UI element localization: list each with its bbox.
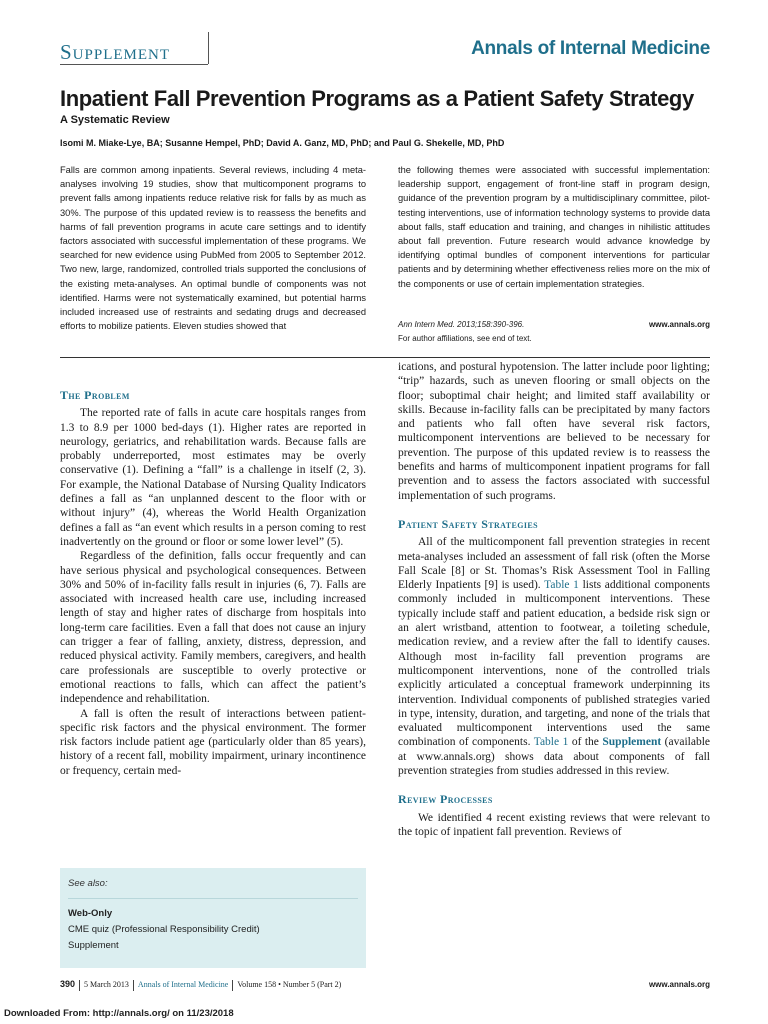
body-column-left xyxy=(60,388,366,778)
article-title: Inpatient Fall Prevention Programs as a Patient Safety Strategy xyxy=(60,86,694,111)
supplement-link[interactable]: Supplement xyxy=(68,940,119,951)
author-list: Isomi M. Miake-Lye, BA; Susanne Hempel, PhD; David A. Ganz, MD, PhD; and Paul G. Shekelle, MD, PhD xyxy=(60,138,505,148)
section-heading-safety: Patient Safety Strategies xyxy=(398,516,538,531)
text-span: (available at www.annals.org) shows data about components of fall prevention strategies from studies addressed in this review. xyxy=(398,736,710,778)
see-also-box xyxy=(60,868,366,968)
paragraph: We identified 4 recent existing reviews that were relevant to the topic of inpatient fall prevention. Reviews of xyxy=(398,811,710,838)
masthead-underline xyxy=(60,64,208,65)
article-subtitle: A Systematic Review xyxy=(60,114,170,126)
citation: Ann Intern Med. 2013;158:390-396. xyxy=(398,320,525,329)
footer-separator xyxy=(232,980,233,991)
see-also-divider xyxy=(68,898,358,899)
page-number: 390 xyxy=(60,979,76,989)
footer-separator xyxy=(79,980,80,991)
paragraph: The reported rate of falls in acute care hospitals ranges from 1.3 to 8.9 per 1000 bed-days (1). Higher rates are reported in neurology, geriatrics, and rehabilitation wards. Because falls are probably underreported, most estimates may be overly conservative (1). Defining a “fall” is a challenge in itself (2, 3). For example, the National Database of Nursing Quality Indicators defines a fall as “an unplanned descent to the floor with or without injury” (4), whereas the World Health Organization defines a fall as “an event which results in a person coming to rest inadvertently on the ground or floor or some lower level” (5). xyxy=(60,407,366,548)
footer-journal: Annals of Internal Medicine xyxy=(137,980,229,989)
abstract-url-link[interactable]: www.annals.org xyxy=(648,320,710,329)
text-span: All of the multicomponent fall prevention strategies in recent meta-analyses included an assessment of fall risk (often the Morse Fall Scale [8] or St. Thomas’s Risk Assessment Tool in Falling Elderly Inpatients [9] is used). xyxy=(398,536,710,592)
footer-url-link[interactable]: www.annals.org xyxy=(648,980,710,989)
web-only-label: Web-Only xyxy=(68,908,113,919)
affiliations-note: For author affiliations, see end of text. xyxy=(398,334,532,343)
table-1-link[interactable]: Table 1 xyxy=(544,579,579,592)
text-span: of the xyxy=(571,736,599,749)
download-note: Downloaded From: http://annals.org/ on 11/23/2018 xyxy=(4,1008,234,1019)
footer-separator xyxy=(133,980,134,991)
paragraph: A fall is often the result of interactions between patient-specific risk factors and the physical environment. The former risk factors include patient age (particularly older than 85 years), history of a recent fall, mobility impairment, urinary incontinence or frequency, certain med- xyxy=(60,707,366,777)
citation-row xyxy=(398,320,710,329)
page-footer xyxy=(60,979,710,991)
see-also-title: See also: xyxy=(68,878,108,889)
paragraph xyxy=(398,535,710,778)
footer-volume: Volume 158 • Number 5 (Part 2) xyxy=(237,980,342,989)
cme-quiz-link[interactable]: CME quiz (Professional Responsibility Credit) xyxy=(68,924,260,935)
masthead xyxy=(60,14,710,64)
abstract-right: the following themes were associated with successful implementation: leadership support, engagement of front-line staff in program design, guidance of the prevention program by a multidisciplinary committee, pilot-testing interventions, use of information technology systems to provide data about falls, staff education and training, and changes in nihilistic attitudes about fall prevention. Future research would advance knowledge by identifying optimal bundles of component interventions for particular patients and by determining whether effectiveness relies more on the mix of the components or use of certain implementation strategies. xyxy=(398,165,710,289)
paragraph: Regardless of the definition, falls occur frequently and can have serious physical and psychological consequences. Between 30% and 50% of in-facility falls result in injuries (6, 7). Falls are associated with increased health care use, including increased length of stay and higher rates of discharge from hospitals into long-term care facilities. Even a fall that does not cause an injury can trigger a fear of falling, anxiety, distress, depression, and reduced physical activity. Family members, caregivers, and health care professionals are susceptible to overly protective or emotional reactions to falls, which can affect the patient’s independence and rehabilitation. xyxy=(60,550,366,706)
supplement-label: Supplement xyxy=(60,40,171,64)
supplement-ref-link[interactable]: Supplement xyxy=(602,736,662,749)
paragraph: ications, and postural hypotension. The latter include poor lighting; “trip” hazards, such as uneven flooring or small objects on the floor; suboptimal chair height; and limited staff availability or skills. Because in-facility falls can be precipitated by many factors and patients who fall often have several risk factors, multicomponent interventions are believed to be necessary for prevention. The purpose of this updated review is to reassess the benefits and harms of multicomponent inpatient programs for fall prevention and to assess the factors associated with successful implementation of such programs. xyxy=(398,361,710,502)
text-span: lists additional components commonly included in multicomponent interventions. These typically include staff and patient education, a bedside risk sign or an alert wristband, attention to footwear, a toileting schedule, medication review, and a review after the fall to identify causes. Although most in-facility fall prevention programs are multicomponent interventions, none of the controlled trials explicitly articulated a conceptual framework underpinning its intervention. Individual components of published strategies varied in type, intensity, duration, and targeting, and none of the trials that evaluated multicomponent interventions used the same combination of components. xyxy=(398,579,710,749)
section-heading-review: Review Processes xyxy=(398,792,493,807)
abstract-left: Falls are common among inpatients. Several reviews, including 4 meta-analyses involving 19 studies, show that multicomponent programs to prevent falls among inpatients reduce relative risk for falls by as much as 30%. The purpose of this updated review is to reassess the benefits and harms of fall prevention programs in acute care settings and to identify factors associated with successful implementation of these programs. We searched for new evidence using PubMed from 2005 to September 2012. Two new, large, randomized, controlled trials supported the conclusions of the existing meta-analyses. An optimal bundle of components was not identified. Harms were not systematically examined, but potential harms included increased use of restraints and sedating drugs and decreased efforts to mobilize patients. Eleven studies showed that xyxy=(60,165,366,332)
masthead-divider xyxy=(208,32,209,64)
body-column-right xyxy=(398,360,710,839)
table-1-link[interactable]: Table 1 xyxy=(533,736,569,749)
section-heading-problem: The Problem xyxy=(60,388,130,402)
journal-name: Annals of Internal Medicine xyxy=(471,38,710,59)
footer-date: 5 March 2013 xyxy=(84,980,129,989)
abstract-divider xyxy=(60,357,710,358)
